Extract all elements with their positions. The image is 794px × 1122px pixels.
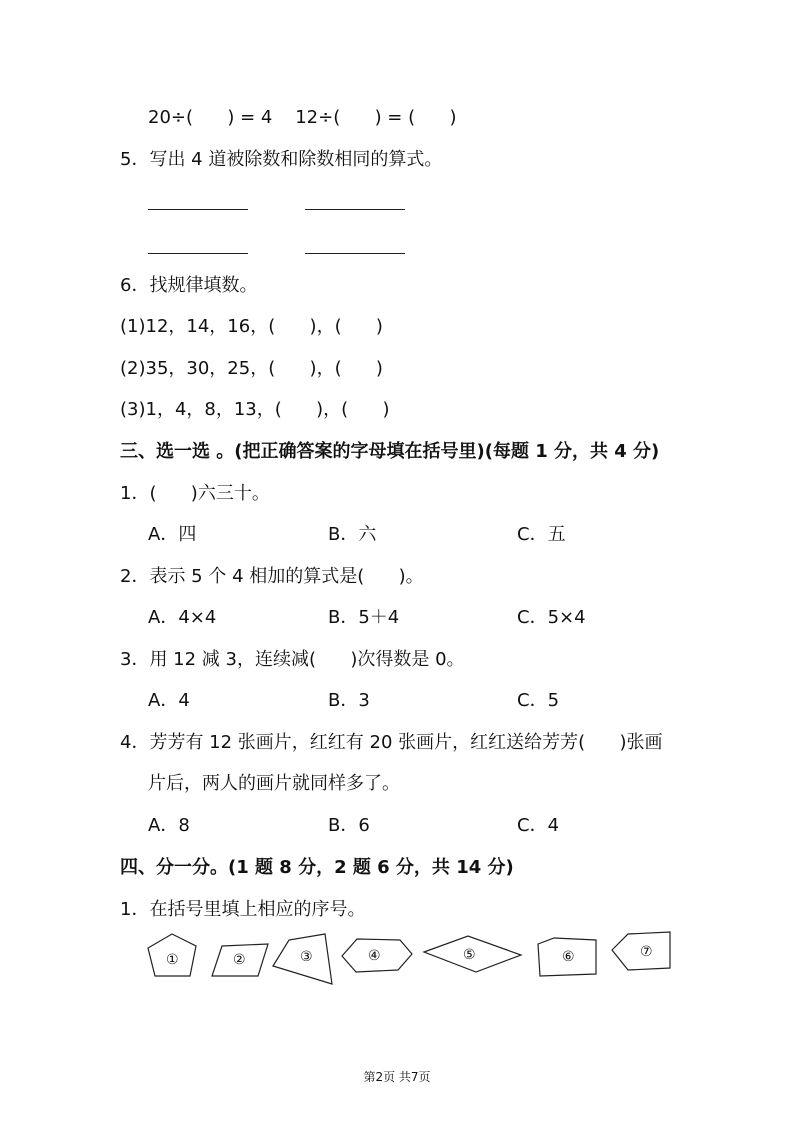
answer-blank-2[interactable]	[305, 209, 405, 210]
shape-label-6: ⑥	[562, 949, 575, 965]
shape-label-1: ①	[166, 952, 179, 968]
section-4-heading: 四、分一分。(1 题 8 分，2 题 6 分，共 14 分)	[120, 857, 514, 878]
section-3-question-4-line-2: 片后，两人的画片就同样多了。	[148, 773, 400, 794]
shape-label-7: ⑦	[640, 944, 653, 960]
answer-blank-1[interactable]	[148, 209, 248, 210]
page-footer: 第2页 共7页	[363, 1070, 431, 1084]
division-blanks-line: 20÷( ) = 4 12÷( ) = ( )	[148, 107, 457, 128]
question-6: 6．找规律填数。	[120, 275, 258, 296]
question-6-part-3: (3)1，4，8，13，( )，( )	[120, 399, 390, 420]
q2-option-c: C．5×4	[517, 607, 586, 628]
q4-option-c: C．4	[517, 815, 560, 836]
section-4-question-1: 1．在括号里填上相应的序号。	[120, 899, 366, 920]
answer-blank-4[interactable]	[305, 253, 405, 254]
question-6-part-2: (2)35，30，25，( )，( )	[120, 358, 383, 379]
question-6-part-1: (1)12，14，16，( )，( )	[120, 316, 383, 337]
q2-option-a: A．4×4	[148, 607, 217, 628]
section-3-question-2: 2．表示 5 个 4 相加的算式是( )。	[120, 566, 424, 587]
q1-option-a: A．四	[148, 524, 197, 545]
q4-option-b: B．6	[328, 815, 370, 836]
section-3-heading: 三、选一选 。(把正确答案的字母填在括号里)(每题 1 分，共 4 分)	[120, 441, 660, 462]
shape-label-3: ③	[300, 949, 313, 965]
q4-option-a: A．8	[148, 815, 190, 836]
q1-option-c: C．五	[517, 524, 566, 545]
shapes-row	[0, 924, 794, 994]
shape-label-5: ⑤	[463, 947, 476, 963]
q1-option-b: B．六	[328, 524, 377, 545]
q3-option-b: B．3	[328, 690, 370, 711]
q3-option-c: C．5	[517, 690, 560, 711]
question-5: 5．写出 4 道被除数和除数相同的算式。	[120, 149, 443, 170]
answer-blank-3[interactable]	[148, 253, 248, 254]
section-3-question-1: 1．( )六三十。	[120, 483, 270, 504]
section-3-question-4-line-1: 4．芳芳有 12 张画片，红红有 20 张画片，红红送给芳芳( )张画	[120, 732, 663, 753]
q2-option-b: B．5＋4	[328, 607, 400, 628]
shape-label-4: ④	[368, 948, 381, 964]
section-3-question-3: 3．用 12 减 3，连续减( )次得数是 0。	[120, 649, 465, 670]
q3-option-a: A．4	[148, 690, 190, 711]
shape-label-2: ②	[233, 952, 246, 968]
